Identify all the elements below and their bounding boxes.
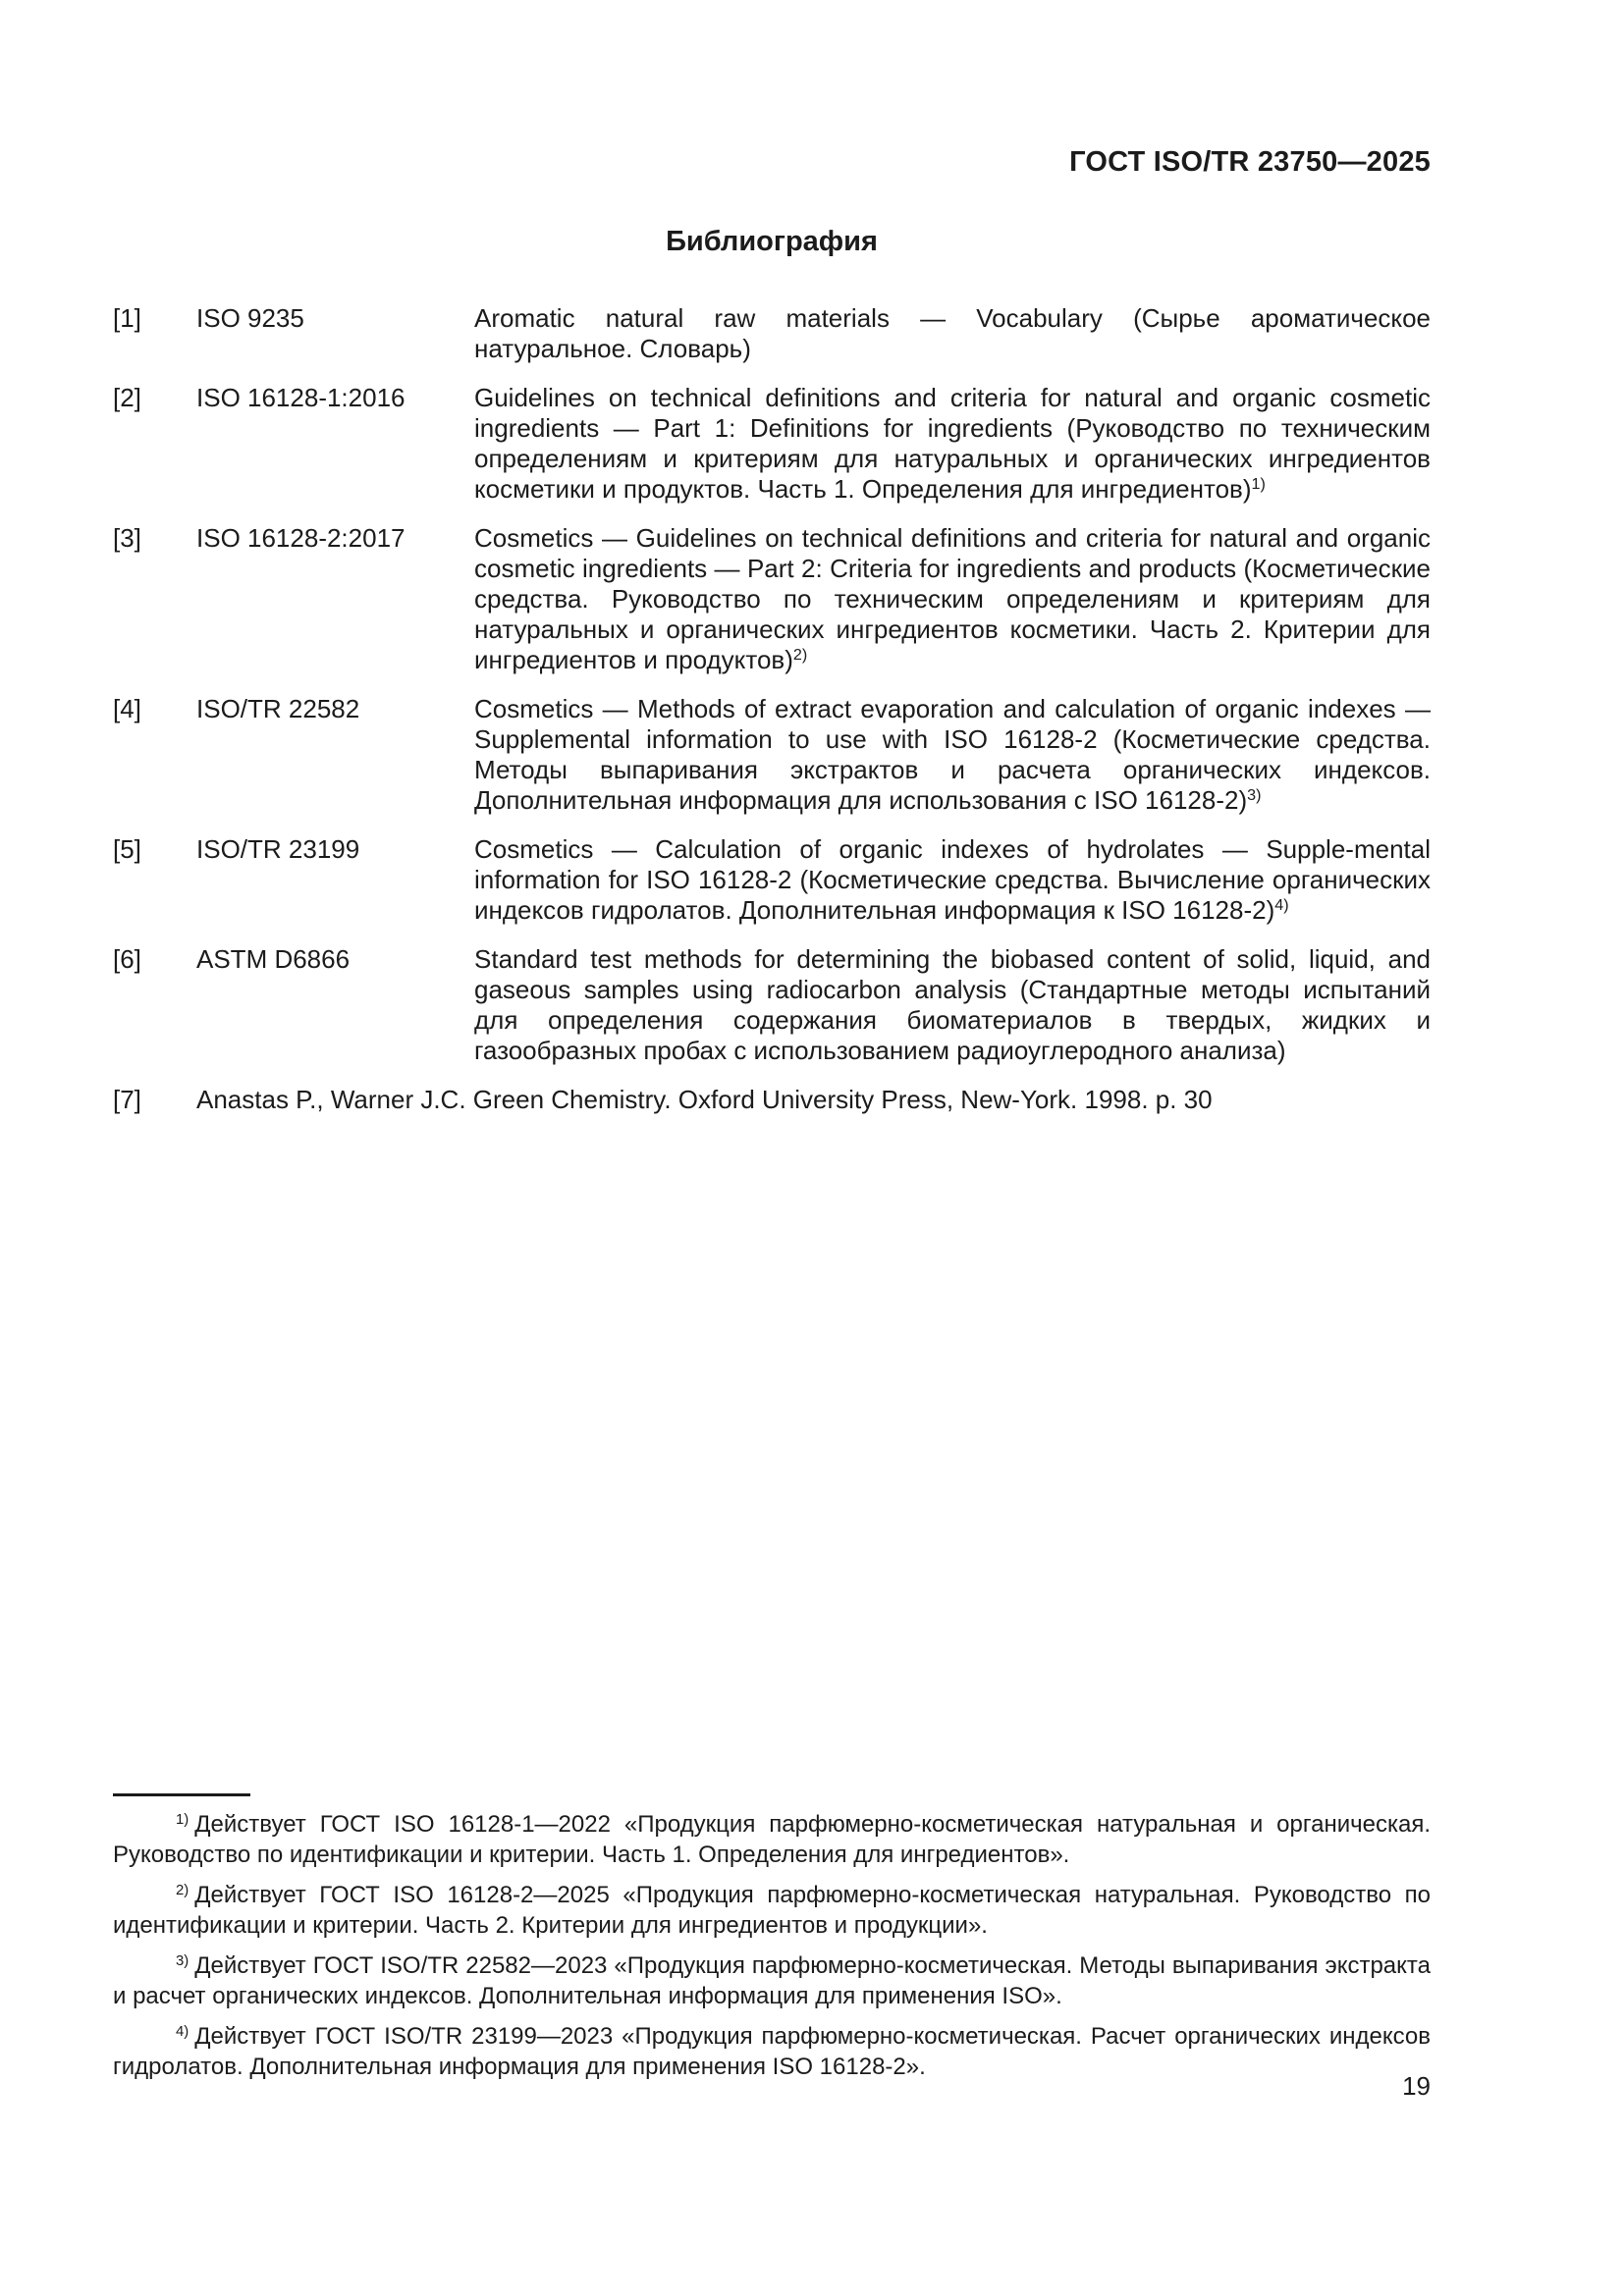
entry-marker: [6] [113, 944, 141, 974]
footnote-text: Действует ГОСТ ISO 16128-2—2025 «Продукция парфюмерно-косметическая натуральная. Руководство по идентификации и критерии. Часть 2. Критерии для ингредиентов и продукции». [113, 1882, 1431, 1939]
entry-description [474, 523, 1431, 675]
entry-description [474, 694, 1431, 816]
footnote-reference: 1) [1251, 475, 1266, 494]
footnote [113, 1880, 1431, 1941]
footnote-divider [113, 1793, 250, 1796]
entry-marker: [1] [113, 303, 141, 333]
document-header: ГОСТ ISO/TR 23750—2025 [1069, 146, 1431, 178]
bibliography-entry [113, 944, 1431, 1066]
entry-description-text: Cosmetics — Guidelines on technical definitions and criteria for natural and organic cosmetic ingredients — Part 2: Criteria for ingredients and products (Косметические средства. Руководство по техническим определениям и критериям для натуральных и органических ингредиентов косметики. Часть 2. Критерии для ингредиентов и продуктов) [474, 523, 1431, 674]
footnote-marker: 1) [176, 1811, 189, 1828]
footnote-marker: 4) [176, 2023, 189, 2040]
entry-code: ISO 16128-1:2016 [196, 383, 406, 412]
entry-description-text: Standard test methods for determining the biobased content of solid, liquid, and gaseous samples using radiocarbon analysis (Стандартные методы испытаний для определения содержания биоматериалов в твердых, жидких и газообразных пробах с использованием радиоуглеродного анализа) [474, 944, 1431, 1065]
entry-description-text: Anastas P., Warner J.C. Green Chemistry. Oxford University Press, New-York. 1998. p. 30 [196, 1085, 1213, 1114]
footnote-marker: 3) [176, 1952, 189, 1969]
footnote [113, 1809, 1431, 1870]
footnote-text: Действует ГОСТ ISO 16128-1—2022 «Продукция парфюмерно-косметическая натуральная и органическая. Руководство по идентификации и критерии. Часть 1. Определения для ингредиентов». [113, 1811, 1431, 1868]
bibliography-entry [113, 383, 1431, 505]
entry-description [474, 303, 1431, 364]
footnote-reference: 4) [1274, 896, 1289, 915]
entry-code: ISO/TR 22582 [196, 694, 360, 723]
entry-code: ASTM D6866 [196, 944, 351, 974]
entry-marker: [5] [113, 834, 141, 864]
entry-description-text: Cosmetics — Calculation of organic indexes of hydrolates — Supple-mental information for ISO 16128-2 (Косметические средства. Вычисление органических индексов гидролатов. Дополнительная информация к ISO 16128-2) [474, 834, 1431, 925]
entry-description [474, 944, 1431, 1066]
page-content [113, 0, 1431, 1134]
entry-description-text: Cosmetics — Methods of extract evaporation and calculation of organic indexes — Supplemental information to use with ISO 16128-2 (Косметические средства. Методы выпаривания экстрактов и расчета органических индексов. Дополнительная информация для использования с ISO 16128-2) [474, 694, 1431, 815]
entry-description-text: Aromatic natural raw materials — Vocabulary (Сырье ароматическое натуральное. Словарь) [474, 303, 1431, 363]
entry-description [474, 383, 1431, 505]
entry-marker: [7] [113, 1085, 141, 1114]
entry-code: ISO/TR 23199 [196, 834, 360, 864]
entry-marker: [3] [113, 523, 141, 553]
entry-description [474, 834, 1431, 926]
entry-code: ISO 9235 [196, 303, 304, 333]
footnote-text: Действует ГОСТ ISO/TR 22582—2023 «Продукция парфюмерно-косметическая. Методы выпаривания экстракта и расчет органических индексов. Дополнительная информация для применения ISO». [113, 1952, 1431, 2009]
entry-code: ISO 16128-2:2017 [196, 523, 406, 553]
footnote [113, 2021, 1431, 2082]
entry-marker: [2] [113, 383, 141, 412]
page-title: Библиография [666, 226, 878, 257]
bibliography-list [113, 303, 1431, 1115]
footnote [113, 1950, 1431, 2011]
bibliography-entry [113, 303, 1431, 364]
footnote-section [113, 1793, 1431, 2092]
footnote-reference: 2) [792, 646, 808, 665]
footnote-reference: 3) [1247, 786, 1262, 805]
footnote-text: Действует ГОСТ ISO/TR 23199—2023 «Продукция парфюмерно-косметическая. Расчет органических индексов гидролатов. Дополнительная информация для применения ISO 16128-2». [113, 2023, 1431, 2080]
footnote-marker: 2) [176, 1882, 189, 1898]
entry-marker: [4] [113, 694, 141, 723]
page-number: 19 [1402, 2071, 1431, 2101]
bibliography-entry [113, 1085, 1431, 1115]
bibliography-entry [113, 694, 1431, 816]
bibliography-entry [113, 523, 1431, 675]
entry-description-text: Guidelines on technical definitions and criteria for natural and organic cosmetic ingredients — Part 1: Definitions for ingredients (Руководство по техническим определениям и критериям для натуральных и органических ингредиентов косметики и продуктов. Часть 1. Определения для ингредиентов) [474, 383, 1431, 504]
entry-description [196, 1085, 1431, 1115]
bibliography-entry [113, 834, 1431, 926]
